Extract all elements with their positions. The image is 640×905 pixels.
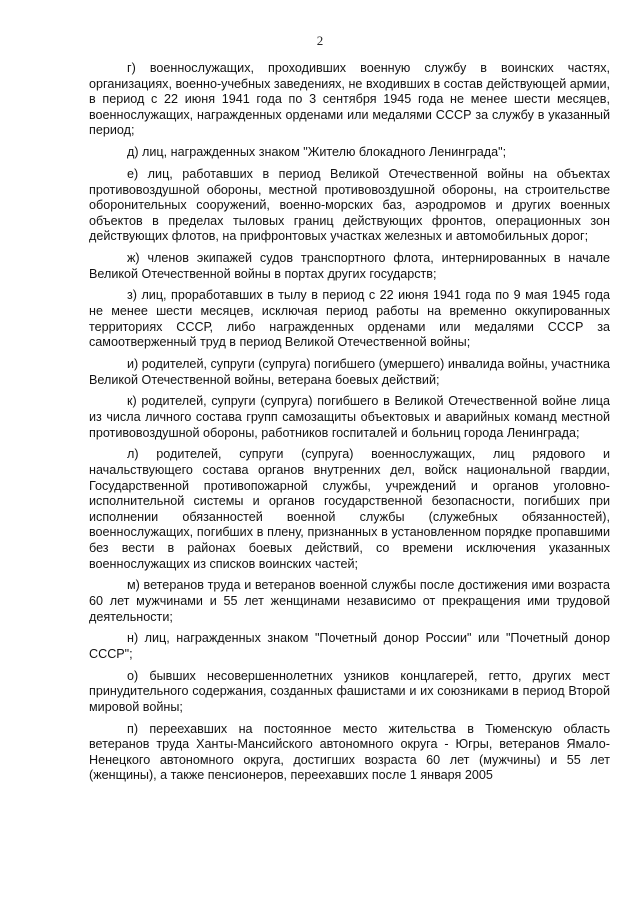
paragraph-l: л) родителей, супруги (супруга) военнослужащих, лиц рядового и начальствующего состава органов внутренних дел, войск национальной гвардии, Государственной противопожарной службы, учреждений и органов уголовно-исполнительной системы и органов государственной безопасности, погибших при исполнении обязанностей военной службы (служебных обязанностей), военнослужащих, погибших в плену, признанных в установленном порядке пропавшими без вести в районах боевых действий, со времени исключения указанных военнослужащих из списков воинских частей; [89,447,610,571]
paragraph-m: м) ветеранов труда и ветеранов военной службы после достижения ими возраста 60 лет мужчинами и 55 лет женщинами независимо от прекращения ими трудовой деятельности; [89,578,610,624]
paragraph-zh: ж) членов экипажей судов транспортного флота, интернированных в начале Великой Отечественной войны в портах других государств; [89,251,610,281]
paragraph-g: г) военнослужащих, проходивших военную службу в воинских частях, организациях, военно-учебных заведениях, не входивших в состав действующей армии, в период с 22 июня 1941 года по 3 сентября 1945 года не менее шести месяцев, военнослужащих, награжденных орденами или медалями СССР за службу в указанный период; [89,61,610,138]
document-body [89,61,610,790]
paragraph-i: и) родителей, супруги (супруга) погибшего (умершего) инвалида войны, участника Великой Отечественной войны, ветерана боевых действий; [89,357,610,387]
paragraph-n: н) лиц, награжденных знаком "Почетный донор России" или "Почетный донор СССР"; [89,631,610,661]
paragraph-z: з) лиц, проработавших в тылу в период с 22 июня 1941 года по 9 мая 1945 года не менее шести месяцев, исключая период работы на временно оккупированных территориях СССР, либо награжденных орденами или медалями СССР за самоотверженный труд в период Великой Отечественной войны; [89,288,610,350]
paragraph-e: е) лиц, работавших в период Великой Отечественной войны на объектах противовоздушной обороны, местной противовоздушной обороны, на строительстве оборонительных сооружений, военно-морских баз, аэродромов и других военных объектов в пределах тыловых границ действующих фронтов, операционных зон действующих флотов, на прифронтовых участках железных и автомобильных дорог; [89,166,610,244]
paragraph-d: д) лиц, награжденных знаком "Жителю блокадного Ленинграда"; [127,145,507,160]
page-number: 2 [316,33,324,48]
paragraph-p: п) переехавших на постоянное место жительства в Тюменскую область ветеранов труда Ханты-Мансийского автономного округа - Югры, ветеранов Ямало-Ненецкого автономного округа, достигших возраста 60 лет (мужчины) и 55 лет (женщины), а также пенсионеров, переехавших после 1 января 2005 [89,721,610,783]
paragraph-k: к) родителей, супруги (супруга) погибшего в Великой Отечественной войне лица из числа личного состава групп самозащиты объектовых и аварийных команд местной противовоздушной обороны, работников госпиталей и больниц города Ленинграда; [89,394,610,440]
paragraph-o: о) бывших несовершеннолетних узников концлагерей, гетто, других мест принудительного содержания, созданных фашистами и их союзниками в период Второй мировой войны; [89,668,610,714]
